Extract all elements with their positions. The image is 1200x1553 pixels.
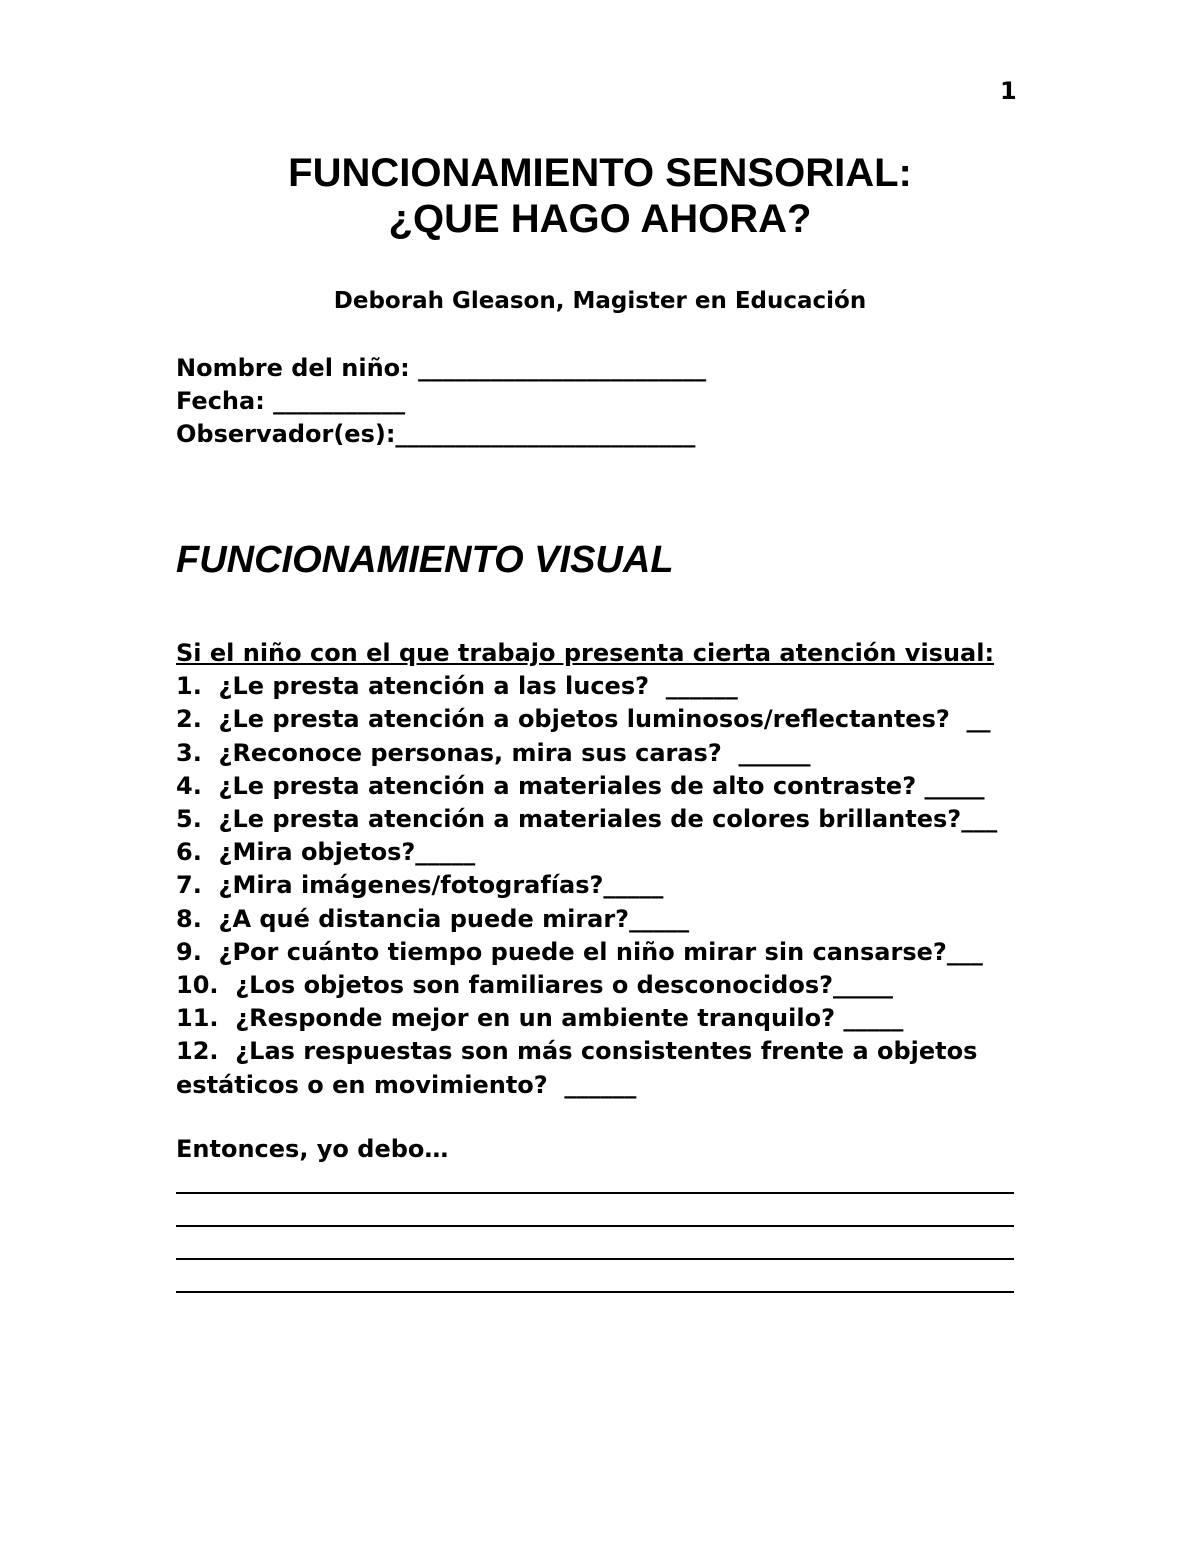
question-item[interactable]: 5. ¿Le presta atención a materiales de colores brillantes?___ xyxy=(176,805,998,834)
question-item[interactable]: 12. ¿Las respuestas son más consistentes frente a objetos xyxy=(176,1037,978,1066)
author-line: Deborah Gleason, Magister en Educación xyxy=(333,288,867,314)
question-item[interactable]: 3. ¿Reconoce personas, mira sus caras? ______ xyxy=(176,738,811,767)
page-number: 1 xyxy=(1000,77,1017,105)
form-fields xyxy=(176,352,706,451)
question-item-continued[interactable]: estáticos o en movimiento? ______ xyxy=(176,1070,637,1099)
observer-field[interactable]: Observador(es):_________________________ xyxy=(176,420,696,448)
question-intro: Si el niño con el que trabajo presenta cierta atención visual: xyxy=(176,639,995,667)
question-item[interactable]: 4. ¿Le presta atención a materiales de alto contraste? _____ xyxy=(176,771,985,800)
question-item[interactable]: 9. ¿Por cuánto tiempo puede el niño mirar sin cansarse?___ xyxy=(176,937,983,966)
question-item[interactable]: 2. ¿Le presta atención a objetos luminosos/reflectantes? __ xyxy=(176,705,991,734)
conclusion-block xyxy=(176,1133,1036,1298)
title-line-1: FUNCIONAMIENTO SENSORIAL: xyxy=(288,151,912,195)
answer-line[interactable] xyxy=(176,1265,1014,1298)
question-item[interactable]: 11. ¿Responde mejor en un ambiente tranquilo? _____ xyxy=(176,1004,904,1033)
answer-line[interactable] xyxy=(176,1166,1014,1199)
question-item[interactable]: 6. ¿Mira objetos?_____ xyxy=(176,838,476,867)
section-heading: FUNCIONAMIENTO VISUAL xyxy=(176,539,674,581)
document-title xyxy=(0,150,1200,242)
question-item[interactable]: 1. ¿Le presta atención a las luces? ______ xyxy=(176,672,738,701)
question-item[interactable]: 7. ¿Mira imágenes/fotografías?_____ xyxy=(176,871,664,900)
date-field[interactable]: Fecha: ___________ xyxy=(176,387,406,415)
question-item[interactable]: 8. ¿A qué distancia puede mirar?_____ xyxy=(176,904,690,933)
question-list xyxy=(176,637,1036,1102)
child-name-field[interactable]: Nombre del niño: ________________________ xyxy=(176,354,707,382)
title-line-2: ¿QUE HAGO AHORA? xyxy=(388,197,812,241)
answer-line[interactable] xyxy=(176,1199,1014,1232)
conclusion-label: Entonces, yo debo… xyxy=(176,1135,449,1163)
question-item[interactable]: 10. ¿Los objetos son familiares o desconocidos?_____ xyxy=(176,971,894,1000)
answer-line[interactable] xyxy=(176,1232,1014,1265)
